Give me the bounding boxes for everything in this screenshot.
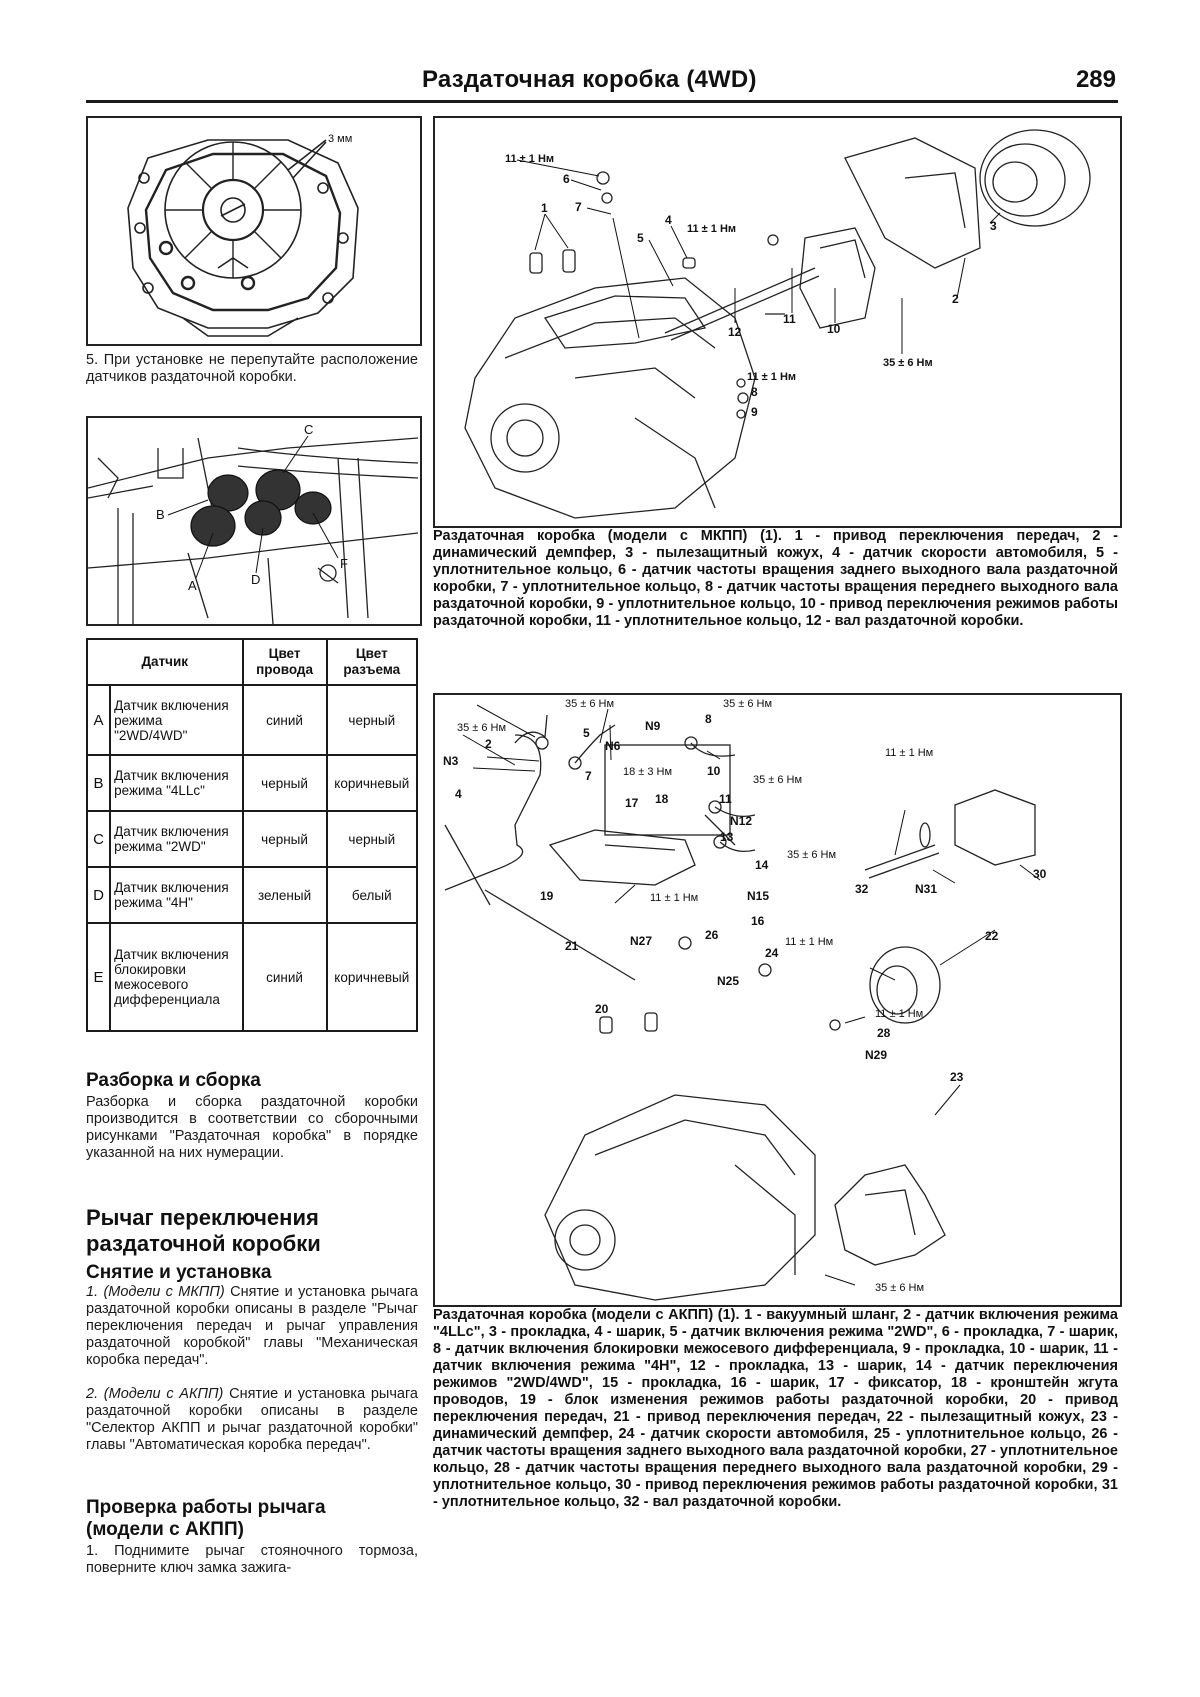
torque-label: 11 ± 1 Нм [785,936,834,948]
torque-label: 18 ± 3 Нм [623,766,673,778]
page-title: Раздаточная коробка (4WD) [422,66,757,93]
row-sensor: Датчик включения режима "4H" [110,867,242,923]
label-a: A [188,578,197,593]
part-9: N9 [645,719,661,733]
part-7: 7 [585,769,592,783]
row-connector-color: черный [327,685,417,755]
part-13: 13 [720,830,734,844]
part-12: 12 [728,325,742,339]
row-wire-color: черный [243,811,327,867]
step-5-text: 5. При установке не перепутайте расположение датчиков раздаточной коробки. [86,352,418,385]
torque-label: 35 ± 6 Нм [787,849,837,861]
label-b: B [156,507,165,522]
figure-sensor-locations [86,416,422,626]
part-26: 26 [705,928,719,942]
part-16: 16 [751,914,765,928]
torque-label: 11 ± 1 Нм [875,1008,924,1020]
label-d: D [251,572,261,587]
part-12: N12 [730,814,753,828]
table-row [87,685,417,755]
part-11: 11 [783,312,796,326]
row-connector-color: коричневый [327,755,417,811]
row-wire-color: синий [243,685,327,755]
part-23: 23 [950,1070,964,1084]
torque-label: 35 ± 6 Нм [457,722,507,734]
part-28: 28 [877,1026,891,1040]
page-header [86,60,1118,103]
row-wire-color: синий [243,923,327,1031]
transfer-case-mt-exploded-view [435,118,1120,526]
part-20: 20 [595,1002,609,1016]
part-7: 7 [575,200,582,214]
lever-item-2-prefix: 2. (Модели с АКПП) [86,1386,224,1402]
torque-label: 35 ± 6 Нм [753,774,803,786]
part-9: 9 [751,405,758,419]
row-letter: D [87,867,110,923]
label-c: C [304,422,314,437]
figure-mt-caption: Раздаточная коробка (модели с МКПП) (1). 1 - привод переключения передач, 2 - динамический демпфер, 3 - пылезащитный кожух, 4 - датчик скорости автомобиля, 5 - уплотнительное кольцо, 6 - датчик частоты вращения заднего выходного вала раздаточной коробки, 7 - уплотнительное кольцо, 8 - датчик частоты вращения переднего выходного вала раздаточной коробки, 9 - уплотнительное кольцо, 10 - привод переключения режимов работы раздаточной коробки, 11 - уплотнительное кольцо, 12 - вал раздаточной коробки. [433,528,1118,629]
part-17: 17 [625,796,639,810]
part-27: N27 [630,934,653,948]
lever-item-1-prefix: 1. (Модели с МКПП) [86,1284,225,1300]
table-row [87,755,417,811]
page-number: 289 [1075,66,1116,93]
part-6: 6 [563,172,570,186]
part-4: 4 [665,213,672,227]
part-5: 5 [583,726,590,740]
table-row [87,811,417,867]
row-sensor: Датчик включения режима "2WD/4WD" [110,685,242,755]
torque-label: 11 ± 1 Нм [505,153,555,165]
part-18: 18 [655,792,669,806]
torque-label: 35 ± 6 Нм [875,1282,925,1294]
row-connector-color: белый [327,867,417,923]
table-row [87,867,417,923]
figure-transfer-case-at [433,693,1122,1307]
heading-disassembly: Разборка и сборка [86,1070,261,1091]
row-letter: A [87,685,110,755]
part-19: 19 [540,889,554,903]
figure-at-caption: Раздаточная коробка (модели с АКПП) (1). 1 - вакуумный шланг, 2 - датчик включения режима "4LLc", 3 - прокладка, 4 - шарик, 5 - датчик включения режима "2WD", 6 - прокладка, 7 - шарик, 8 - датчик включения блокировки межосевого дифференциала, 9 - прокладка, 10 - шарик, 11 - датчик включения режима "4H", 12 - прокладка, 13 - шарик, 14 - датчик переключения режимов "2WD/4WD", 15 - прокладка, 16 - шарик, 17 - фиксатор, 18 - кронштейн жгута проводов, 19 - блок изменения режимов работы раздаточной коробки, 20 - привод переключения передач, 21 - привод переключения передач, 22 - пылезащитный кожух, 23 - динамический демпфер, 24 - датчик скорости автомобиля, 25 - уплотнительное кольцо, 26 - датчик частоты вращения заднего выходного вала раздаточной коробки, 27 - уплотнительное кольцо, 28 - датчик частоты вращения переднего выходного вала раздаточной коробки, 29 - уплотнительное кольцо, 30 - привод переключения режимов работы раздаточной коробки, 31 - уплотнительное кольцо, 32 - вал раздаточной коробки. [433,1307,1118,1510]
header-sensor: Датчик [87,639,243,685]
torque-label: 35 ± 6 Нм [723,698,773,710]
row-letter: E [87,923,110,1031]
table-header-row [87,639,417,685]
sensor-location-illustration [88,418,420,624]
row-wire-color: зеленый [243,867,327,923]
disassembly-text: Разборка и сборка раздаточной коробки производится в соответствии со сборочными рисунками "Раздаточная коробка" в порядке указанной на них нумерации. [86,1094,418,1161]
heading-lever-check: Проверка работы рычага (модели с АКПП) [86,1497,326,1540]
torque-label: 35 ± 6 Нм [883,357,933,369]
part-1: 1 [541,201,548,215]
callout-3mm: 3 мм [328,133,353,145]
part-2: 2 [952,292,959,306]
part-22: 22 [985,929,999,943]
part-30: 30 [1033,867,1047,881]
header-connector-color: Цвет разъема [327,639,417,685]
row-letter: B [87,755,110,811]
part-15: N15 [747,889,770,903]
row-connector-color: черный [327,811,417,867]
header-wire-color: Цвет провода [243,639,327,685]
part-8: 8 [705,712,712,726]
lever-item-2 [86,1386,418,1454]
part-3: N3 [443,754,459,768]
torque-label: 11 ± 1 Нм [687,223,737,235]
table-row [87,923,417,1031]
part-32: 32 [855,882,869,896]
row-wire-color: черный [243,755,327,811]
heading-lever: Рычаг переключения раздаточной коробки [86,1205,321,1256]
sensor-color-table [86,638,418,1032]
row-sensor: Датчик включения режима "4LLc" [110,755,242,811]
part-10: 10 [827,322,841,336]
part-31: N31 [915,882,938,896]
part-10: 10 [707,764,721,778]
torque-label: 11 ± 1 Нм [885,747,934,759]
part-24: 24 [765,946,779,960]
part-11: 11 [719,792,732,806]
torque-label: 11 ± 1 Нм [650,892,699,904]
part-5: 5 [637,231,644,245]
figure-transfer-case-mt [433,116,1122,528]
figure-sealant-bead [86,116,422,346]
part-8: 8 [751,385,758,399]
part-6: N6 [605,739,621,753]
row-connector-color: коричневый [327,923,417,1031]
row-sensor: Датчик включения режима "2WD" [110,811,242,867]
part-29: N29 [865,1048,888,1062]
label-f: F [340,556,348,571]
part-3: 3 [990,219,997,233]
subheading-removal: Снятие и установка [86,1262,272,1283]
transfer-case-at-exploded-view [435,695,1120,1305]
part-14: 14 [755,858,769,872]
row-sensor: Датчик включения блокировки межосевого дифференциала [110,923,242,1031]
part-21: 21 [565,939,579,953]
row-letter: C [87,811,110,867]
torque-label: 35 ± 6 Нм [565,698,615,710]
part-4: 4 [455,787,462,801]
part-2: 2 [485,737,492,751]
check-step-1: 1. Поднимите рычаг стояночного тормоза, поверните ключ замка зажига- [86,1543,418,1576]
lever-item-2-text: Снятие и установка рычага раздаточной коробки описаны в разделе "Селектор АКПП и рычаг раздаточной коробки" главы "Автоматическая коробка передач". [86,1386,418,1453]
lever-item-1 [86,1284,418,1369]
torque-label: 11 ± 1 Нм [747,371,797,383]
lever-item-1-text: Снятие и установка рычага раздаточной коробки описаны в разделе "Рычаг переключения передач и рычаг управления раздаточной коробкой" главы "Механическая коробка передач". [86,1284,418,1368]
case-cover-illustration [88,118,420,344]
part-25: N25 [717,974,740,988]
